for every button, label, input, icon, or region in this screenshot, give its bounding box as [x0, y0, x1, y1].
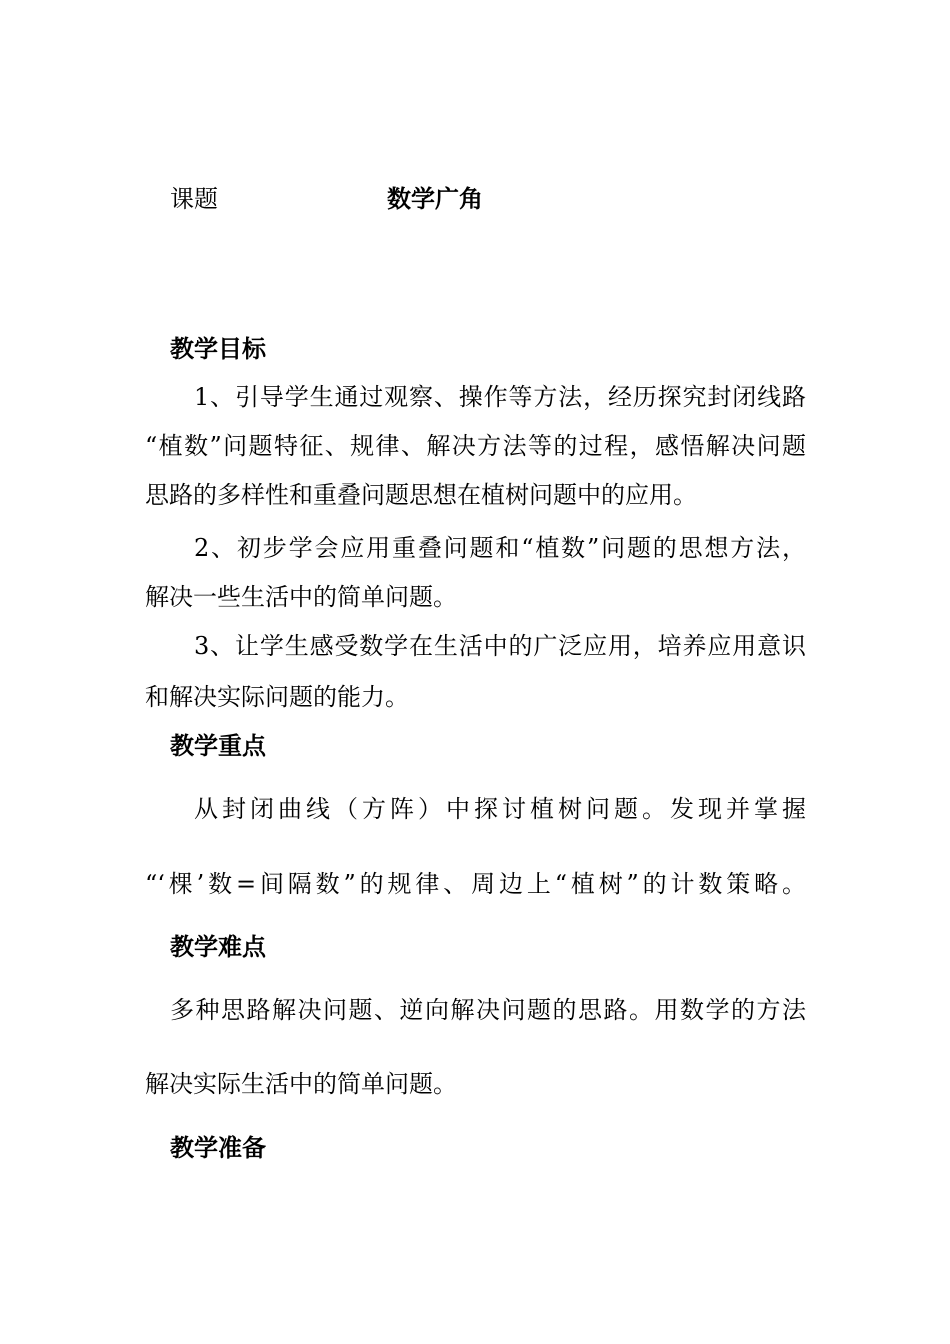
objective-line-2: “植数”问题特征、规律、解决方法等的过程，感悟解决问题: [145, 432, 806, 460]
objective-line-1: 1、引导学生通过观察、操作等方法，经历探究封闭线路: [194, 383, 806, 411]
objective-line-5: 解决一些生活中的简单问题。: [145, 583, 457, 611]
key-point-line-2: “‘棵’数=间隔数”的规律、周边上“植树”的计数策略。: [145, 870, 806, 898]
difficulty-line-2: 解决实际生活中的简单问题。: [145, 1070, 457, 1098]
objective-line-4: 2、初步学会应用重叠问题和“植数”问题的思想方法，: [194, 534, 806, 562]
key-point-line-1: 从封闭曲线（方阵）中探讨植树问题。发现并掌握: [194, 795, 806, 823]
topic-title: 数学广角: [387, 184, 483, 213]
difficulty-line-1: 多种思路解决问题、逆向解决问题的思路。用数学的方法: [170, 996, 806, 1024]
preparation-heading: 教学准备: [170, 1133, 266, 1162]
objectives-heading: 教学目标: [170, 334, 266, 363]
objective-line-3: 思路的多样性和重叠问题思想在植树问题中的应用。: [145, 481, 697, 509]
objective-line-7: 和解决实际问题的能力。: [145, 683, 409, 711]
objective-line-6: 3、让学生感受数学在生活中的广泛应用，培养应用意识: [194, 632, 806, 660]
topic-label: 课题: [170, 185, 218, 213]
difficulties-heading: 教学难点: [170, 932, 266, 961]
key-points-heading: 教学重点: [170, 731, 266, 760]
